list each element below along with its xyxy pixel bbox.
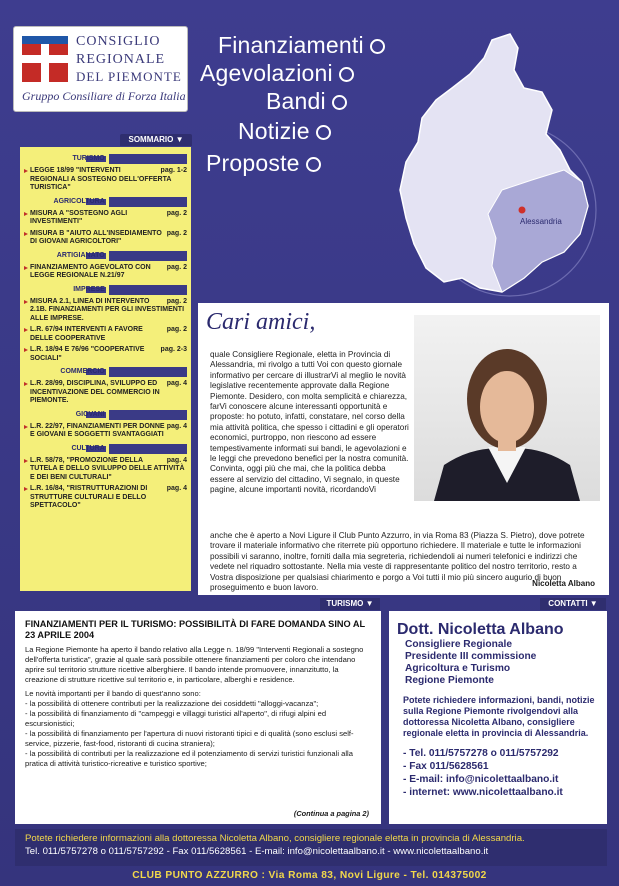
sommario-entry[interactable] [24, 264, 187, 281]
headline-bandi [266, 88, 347, 115]
contact-email[interactable]: - E-mail: info@nicolettaalbano.it [397, 773, 599, 786]
sommario-entry[interactable] [24, 457, 187, 483]
entry-text: L.R. 18/94 E 76/96 "COOPERATIVE SOCIALI" [30, 346, 145, 362]
circle-icon [306, 157, 321, 172]
headline-text: Bandi [266, 88, 326, 114]
section-title: AGRICOLTURA [53, 197, 105, 205]
portrait-icon [414, 315, 600, 501]
section-header [24, 251, 187, 261]
contact-role: Presidente III commissione [405, 651, 537, 662]
section-title: GIOVANI [75, 410, 105, 418]
headline-text: Agevolazioni [200, 60, 333, 86]
entry-text: LEGGE 18/99 "INTERVENTI REGIONALI A SOSTEGNO DELL'OFFERTA TURISTICA" [30, 167, 172, 191]
entry-page: pag. 2-3 [160, 346, 187, 353]
portrait-photo [414, 315, 600, 501]
continue-link[interactable]: (Continua a pagina 2) [293, 809, 369, 818]
entry-text: MISURA A "SOSTEGNO AGLI INVESTIMENTI" [30, 209, 128, 225]
article-lead: Le novità importanti per il bando di quest'anno sono: [25, 689, 201, 698]
letter-box [198, 303, 609, 595]
list-item: - la possibilità di finanziamento di "campeggi e villaggi turistici all'aperto", di rifugi alpini ed escursionistici; [25, 709, 371, 729]
sommario-entry[interactable] [24, 230, 187, 247]
circle-icon [332, 95, 347, 110]
headline-agevolazioni [200, 60, 354, 87]
headline-proposte [206, 150, 321, 177]
entry-page: pag. 2 [166, 326, 187, 333]
circle-icon [339, 67, 354, 82]
sommario-entry[interactable] [24, 380, 187, 406]
section-header [24, 410, 187, 420]
entry-page: pag. 1-2 [160, 167, 187, 174]
logo [13, 26, 188, 112]
sommario-entry[interactable] [24, 167, 187, 193]
piemonte-map [392, 30, 602, 300]
section-title: COMMERCIO [60, 368, 105, 375]
entry-text: MISURA B "AIUTO ALL'INSEDIAMENTO DI GIOVANI AGRICOLTORI" [30, 229, 162, 245]
sommario-panel [20, 147, 191, 591]
section-header [24, 367, 187, 377]
contact-name: Dott. Nicoletta Albano [397, 621, 564, 638]
footer-sep: - [249, 846, 255, 857]
entry-text: L.R. 16/84, "RISTRUTTURAZIONI DI STRUTTURE CULTURALI E DELLO SPETTACOLO" [30, 485, 148, 509]
circle-icon [316, 125, 331, 140]
city-marker-icon [519, 207, 526, 214]
section-title: ARTIGIANATO [56, 251, 105, 259]
contact-role: Agricoltura e Turismo [405, 663, 511, 674]
letter-paragraph-1: quale Consigliere Regionale, eletta in Provincia di Alessandria, mi rivolgo a tutti Voi con questo giornale informativo per cercare di illustrarVi al meglio le novità legislative recentemente approvate dalla Regione Piemonte. Desidero, con molta semplicità e chiarezza, farVi conoscere alcune interessanti opportunità e proposte: ho potuto, infatti, constatare, nel corso della mia attività politica, che spesso i cittadini e gli operatori economici, purtroppo, non riescono ad essere tempestivamente informati sui bandi, le agevolazioni e le leggi che prevedono benefici per la nostra comunità. Convinta, oggi più che mai, che la politica debba essere al servizio del cittadino, Vi segnalo, in queste pagine, alcune importanti novità, ricordandoVi [210, 350, 409, 495]
article-title: FINANZIAMENTI PER IL TURISMO: POSSIBILITÀ DI FARE DOMANDA SINO AL 23 APRILE 2004 [25, 619, 365, 640]
entry-page: pag. 2 [166, 229, 187, 237]
section-header [24, 154, 187, 164]
entry-page: pag. 4 [166, 422, 187, 430]
club-address: CLUB PUNTO AZZURRO : Via Roma 83, Novi Ligure - Tel. 014375002 [132, 870, 487, 881]
footer-line1: Potete richiedere informazioni alla dottoressa Nicoletta Albano, consigliere regionale eletta in provincia di Alessandria. [25, 833, 525, 844]
contatti-tab: CONTATTI ▼ [540, 598, 606, 610]
list-item: - la possibilità di contributi per la realizzazione ed il potenziamento di servizi turistici funzionali alla pratica di attività turistico-ricreative e turistico sportive; [25, 749, 371, 769]
entry-page: pag. 2 [166, 209, 187, 217]
headline-notizie [238, 118, 331, 145]
footer-website[interactable]: www.nicolettaalbano.it [393, 846, 489, 857]
footer-sep: - [387, 846, 394, 857]
sommario-entry[interactable] [24, 298, 187, 324]
contact-info: Potete richiedere informazioni, bandi, notizie sulla Regione Piemonte rivolgendovi alla dottoressa Nicoletta Albano, consigliere regionale eletta in provincia di Alessandria. [403, 695, 595, 738]
article-intro: La Regione Piemonte ha aperto il bando relativo alla Legge n. 18/99 "Interventi Regionali a sostegno dell'offerta turistica", grazie al quale sarà possibile ottenere finanziamenti per coloro che intendano aprire sul territorio strutture ricettive alberghiere. Il bando intende promuovere, innanzitutto, la creazione di strutture ricettive sul territorio e, in particolare, alberghi e residence. [25, 645, 364, 684]
entry-page: pag. 2 [166, 263, 187, 271]
city-label: Alessandria [520, 217, 562, 226]
footer-line2 [25, 845, 597, 858]
list-item: - la possibilità di finanziamento per l'apertura di nuovi ristoranti tipici e di qualità (sono esclusi self-service, pizzerie, fast-food, ristoranti di cucina straniera); [25, 729, 371, 749]
headline-finanziamenti [218, 32, 385, 59]
entry-text: MISURA 2.1, LINEA DI INTERVENTO 2.1B. FINANZIAMENTI PER GLI INVESTIMENTI ALLE IMPRESE. [30, 297, 185, 322]
entry-text: L.R. 67/94 INTERVENTI A FAVORE DELLE COOPERATIVE [30, 326, 143, 342]
contact-phone[interactable]: - Tel. 011/5757278 o 011/5757292 [397, 747, 599, 760]
list-item: - la possibilità di ottenere contributi per la realizzazione dei cosiddetti "alloggi-vacanza"; [25, 699, 371, 709]
footer-fax: Fax 011/5628561 [172, 846, 247, 857]
section-title: CULTURA [71, 444, 105, 452]
entry-page: pag. 4 [166, 485, 187, 492]
sommario-tab: SOMMARIO ▼ [120, 134, 192, 146]
logo-line3: DEL PIEMONTE [76, 69, 182, 84]
turismo-tab: TURISMO ▼ [320, 598, 380, 610]
letter-signature: Nicoletta Albano [532, 579, 595, 588]
turismo-article [15, 611, 381, 824]
sommario-entry[interactable] [24, 485, 187, 511]
contact-fax: - Fax 011/5628561 [397, 760, 599, 773]
footer-email[interactable]: E-mail: info@nicolettaalbano.it [254, 846, 385, 857]
entry-text: L.R. 22/97, FINANZIAMENTI PER DONNE E GIOVANI E SOGGETTI SVANTAGGIATI [30, 422, 165, 438]
contact-lines [397, 747, 599, 799]
section-header [24, 444, 187, 454]
article-list [25, 699, 371, 769]
region-flag-icon [22, 36, 68, 82]
headline-text: Finanziamenti [218, 32, 364, 58]
footer-bar [15, 829, 607, 866]
entry-text: FINANZIAMENTO AGEVOLATO CON LEGGE REGIONALE N.21/97 [30, 263, 151, 279]
letter-greeting: Cari amici, [206, 309, 316, 335]
headline-text: Notizie [238, 118, 310, 144]
section-title: IMPRESE [73, 285, 105, 293]
entry-page: pag. 2 [166, 297, 187, 305]
logo-line2: REGIONALE [76, 52, 166, 67]
sommario-entry[interactable] [24, 210, 187, 227]
footer-phone[interactable]: Tel. 011/5757278 o 011/5757292 [25, 846, 164, 857]
sommario-entry[interactable] [24, 346, 187, 363]
entry-page: pag. 4 [166, 380, 187, 387]
entry-text: L.R. 58/78, "PROMOZIONE DELLA TUTELA E DELLO SVILUPPO DELLE ATTIVITÀ E DEI BENI CULTURALI" [30, 456, 185, 481]
contact-role: Consigliere Regionale [405, 639, 512, 650]
headline-text: Proposte [206, 150, 300, 176]
contatti-box [389, 611, 607, 824]
sommario-entry[interactable] [24, 423, 187, 440]
contact-role: Regione Piemonte [405, 675, 494, 686]
entry-text: L.R. 28/99, DISCIPLINA, SVILUPPO ED INCENTIVAZIONE DEL COMMERCIO IN PIEMONTE. [30, 380, 160, 404]
sommario-entry[interactable] [24, 326, 187, 343]
letter-paragraph-2: anche che è aperto a Novi Ligure il Club Punto Azzurro, in via Roma 83 (Piazza S. Pietro), dove potrete trovare il materiale informativo che riterrete più opportuno richiedere. Il materiale e tutte le informazioni possibili vi saranno, inoltre, forniti dalla mia segreteria, richiedendoli ai numeri telefonici e indirizzi che vedete nel riquadro sottostante. Nella mia veste di rappresentante politico del nostro territorio, resto a Vostra disposizione per qualsiasi chiarimento e porgo a Voi tutti il mio più sincero augurio di buon proseguimento e buon lavoro. [210, 531, 585, 593]
logo-line1: CONSIGLIO [76, 34, 161, 49]
section-header [24, 285, 187, 295]
contact-website[interactable]: - internet: www.nicolettaalbano.it [397, 786, 599, 799]
section-header [24, 197, 187, 207]
circle-icon [370, 39, 385, 54]
logo-subtitle: Gruppo Consiliare di Forza Italia [22, 89, 186, 103]
entry-page: pag. 4 [166, 456, 187, 464]
footer-sep: - [166, 846, 173, 857]
section-title: TURISMO [72, 155, 105, 162]
